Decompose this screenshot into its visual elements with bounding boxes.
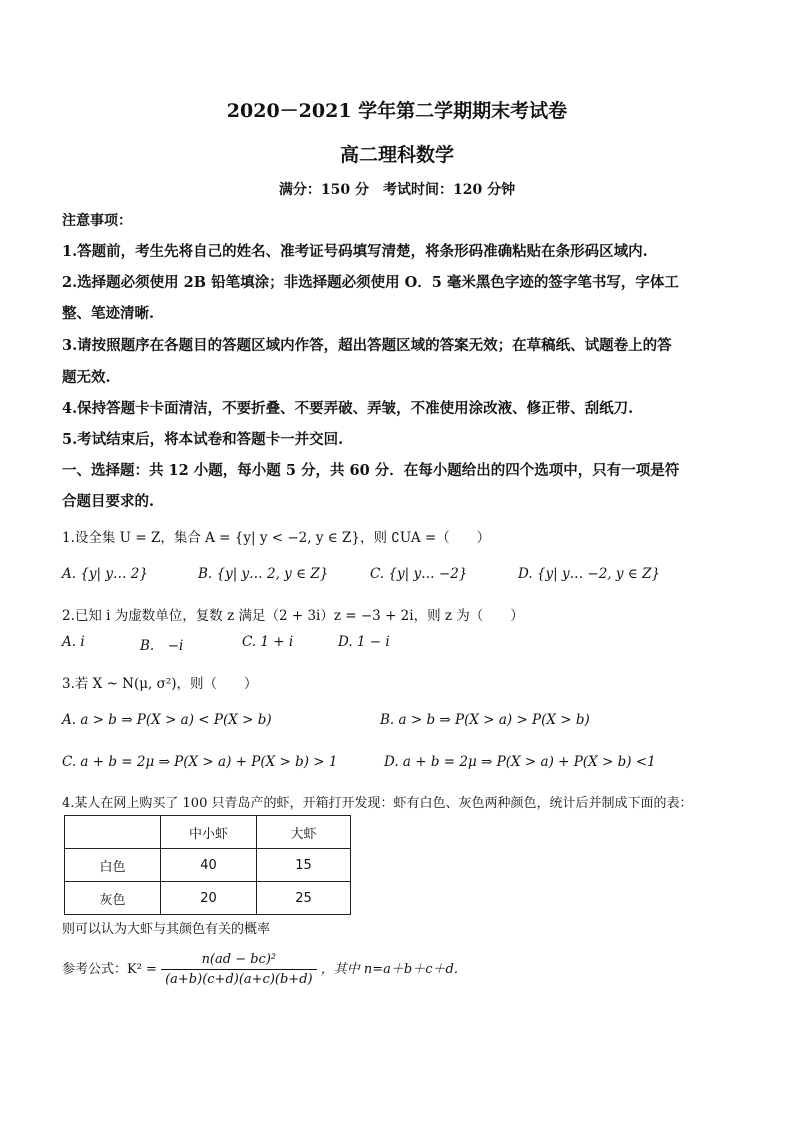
q2-option-b: B. −i: [140, 638, 184, 654]
note-item: 5.考试结束后，将本试卷和答题卡一并交回.: [62, 431, 344, 448]
reference-formula: [62, 952, 467, 987]
formula-denominator: (a+b)(c+d)(a+c)(b+d): [165, 972, 313, 987]
table-cell: 白色: [65, 849, 161, 882]
question-4-stem: 4.某人在网上购买了 100 只青岛产的虾，开箱打开发现：虾有白色、灰色两种颜色，统计后并制成下面的表：: [62, 796, 693, 811]
q2-option-d: D. 1 − i: [338, 634, 390, 650]
shrimp-table: [64, 815, 351, 915]
note-item: 4.保持答题卡卡面清洁，不要折叠、不要弄破、弄皱，不准使用涂改液、修正带、刮纸刀.: [62, 400, 634, 417]
question-1-stem: 1.设全集 U = Z，集合 A = {y| y < −2, y ∈ Z}，则 ∁UA =（ ）: [62, 530, 491, 546]
score-time-line: 满分：150 分 考试时间：120 分钟: [278, 182, 516, 198]
q3-option-d: D. a + b = 2μ ⇒ P(X > a) + P(X > b) <1: [384, 754, 656, 770]
table-cell: 25: [257, 882, 351, 915]
note-item: 题无效.: [62, 369, 111, 386]
table-cell: 20: [161, 882, 257, 915]
table-cell: 40: [161, 849, 257, 882]
q1-option-c: C. {y| y… −2}: [370, 566, 468, 582]
q3-option-c: C. a + b = 2μ ⇒ P(X > a) + P(X > b) > 1: [62, 754, 338, 770]
q3-option-a: A. a > b ⇒ P(X > a) < P(X > b): [62, 712, 272, 728]
exam-subtitle: 高二理科数学: [339, 144, 454, 166]
table-row: [65, 849, 351, 882]
question-3-stem: 3.若 X ~ N(μ, σ²)，则（ ）: [62, 676, 258, 692]
q1-option-b: B. {y| y… 2, y ∈ Z}: [198, 566, 329, 582]
section-heading-line2: 合题目要求的.: [62, 493, 155, 510]
formula-numerator: n(ad − bc)²: [161, 952, 317, 970]
formula-suffix: ，其中 n=a＋b＋c＋d．: [320, 962, 467, 977]
table-header-cell: [65, 816, 161, 849]
note-item: 1.答题前，考生先将自己的姓名、准考证号码填写清楚，将条形码准确粘贴在条形码区域内.: [62, 243, 648, 260]
table-header-cell: 中小虾: [161, 816, 257, 849]
q1-option-d: D. {y| y… −2, y ∈ Z}: [518, 566, 661, 582]
q2-option-a: A. i: [62, 634, 85, 650]
table-row: [65, 882, 351, 915]
section-heading-line1: 一、选择题：共 12 小题，每小题 5 分，共 60 分．在每小题给出的四个选项中，只有一项是符: [62, 462, 680, 479]
notes-heading: 注意事项：: [62, 213, 132, 229]
q1-option-a: A. {y| y… 2}: [62, 566, 148, 582]
formula-fraction: [161, 952, 317, 987]
question-2-stem: 2.已知 i 为虚数单位，复数 z 满足（2 + 3i）z = −3 + 2i，则 z 为（ ）: [62, 608, 524, 624]
table-cell: 灰色: [65, 882, 161, 915]
q2-option-c: C. 1 + i: [242, 634, 294, 650]
exam-title: 2020－2021 学年第二学期期末考试卷: [226, 100, 568, 122]
table-row: [65, 816, 351, 849]
note-item: 3.请按照题序在各题目的答题区域内作答，超出答题区域的答案无效；在草稿纸、试题卷上的答: [62, 337, 672, 354]
note-item: 2.选择题必须使用 2B 铅笔填涂；非选择题必须使用 O．5 毫米黑色字迹的签字笔书写，字体工: [62, 274, 679, 291]
note-item: 整、笔迹清晰.: [62, 305, 155, 322]
q3-option-b: B. a > b ⇒ P(X > a) > P(X > b): [380, 712, 590, 728]
formula-prefix: 参考公式：K² =: [62, 962, 157, 977]
table-header-cell: 大虾: [257, 816, 351, 849]
question-4-followup: 则可以认为大虾与其颜色有关的概率: [62, 922, 271, 937]
table-cell: 15: [257, 849, 351, 882]
